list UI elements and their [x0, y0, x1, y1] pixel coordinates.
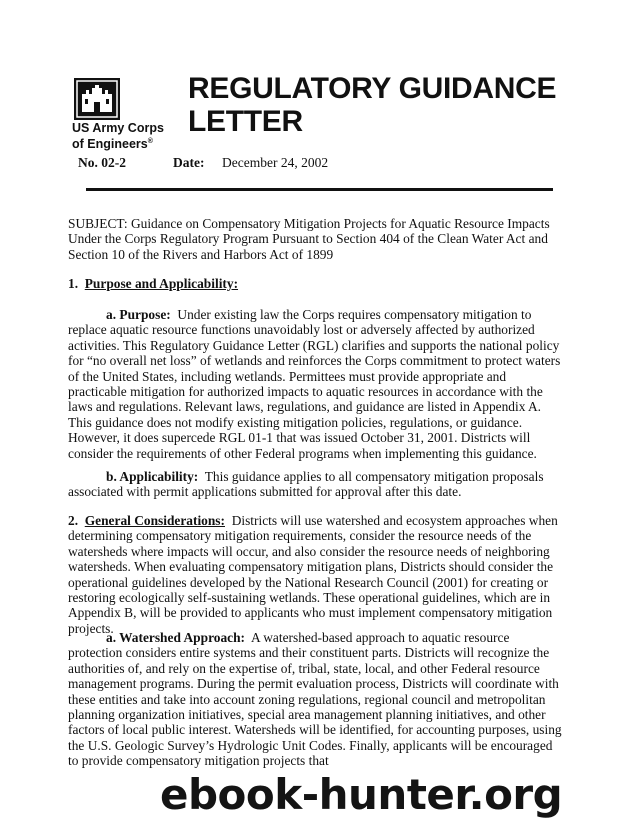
section-2-title: General Considerations:: [84, 513, 225, 528]
general-considerations-text: Districts will use watershed and ecosystem approaches when determining compensatory mitigation requirements, consider the resource needs of the watersheds where impacts will occur, and also consider the resource needs of neighboring watersheds. When evaluating compensatory mitigation plans, Districts should consider the operational guidelines developed by the National Research Council (2001) for creating or restoring ecologically self-sustaining wetlands. These operational guidelines, which are in Appendix B, will be provided to applicants who must implement compensatory mitigation projects.: [68, 513, 558, 636]
purpose-label: a. Purpose:: [106, 307, 171, 322]
subject-paragraph: SUBJECT: Guidance on Compensatory Mitigation Projects for Aquatic Resource Impacts Under the Corps Regulatory Program Pursuant to Section 404 of the Clean Water Act and Section 10 of the Rivers and Harbors Act of 1899: [68, 216, 550, 262]
org-line-2: [72, 135, 164, 151]
castle-logo-icon: [74, 78, 120, 120]
letter-number: No. 02-2: [78, 155, 126, 170]
registered-mark: ®: [147, 138, 153, 145]
org-line-1: US Army Corps: [72, 121, 164, 135]
section-1-heading: [68, 276, 564, 291]
title-line-1: REGULATORY GUIDANCE: [188, 72, 557, 105]
letter-date: December 24, 2002: [222, 155, 329, 170]
organization-name: [72, 121, 164, 151]
purpose-paragraph: [68, 307, 564, 461]
watermark-text: ebook-hunter.org: [160, 770, 563, 819]
general-considerations-paragraph: [68, 513, 564, 636]
section-1-title: Purpose and Applicability:: [84, 276, 239, 291]
purpose-text: Under existing law the Corps requires compensatory mitigation to replace aquatic resource functions unavoidably lost or adversely affected by authorized activities. This Regulatory Guidance Letter (RGL) clarifies and supports the national policy for “no overall net loss” of wetlands and reinforces the Corps commitment to protect waters of the United States, including wetlands. Permittees must provide appropriate and practicable mitigation for authorized impacts to aquatic resources in accordance with the laws and regulations. Relevant laws, regulations, and guidance are listed in Appendix A. This guidance does not modify existing mitigation policies, regulations, or guidance. However, it does supercede RGL 01-1 that was issued October 31, 2001. Districts will consider the requirements of other Federal programs when implementing this guidance.: [68, 307, 561, 461]
document-title: [188, 72, 556, 138]
applicability-text: This guidance applies to all compensatory mitigation proposals associated with permit applications submitted for approval after this date.: [68, 469, 544, 500]
watershed-text: A watershed-based approach to aquatic resource protection considers entire systems and their constituent parts. Districts will recognize the authorities of, and rely on the expertise of, tribal, state, local, and other Federal resource management programs. During the permit evaluation process, Districts will coordinate with these entities and take into account zoning regulations, regional council and metropolitan planning organization initiatives, special area management planning initiatives, and other factors of local public interest. Watersheds will be identified, for accounting purposes, using the U.S. Geologic Survey’s Hydrologic Unit Codes. Finally, applicants will be encouraged to provide compensatory mitigation projects that: [68, 630, 562, 769]
title-line-2: LETTER: [188, 105, 303, 138]
applicability-paragraph: [68, 469, 564, 500]
applicability-label: b. Applicability:: [106, 469, 199, 484]
watershed-label: a. Watershed Approach:: [106, 630, 246, 645]
section-2-number: 2.: [68, 513, 79, 528]
org-line-2-text: of Engineers: [72, 137, 148, 152]
date-label: Date:: [173, 155, 205, 170]
watershed-paragraph: [68, 630, 564, 769]
section-1-number: 1.: [68, 276, 79, 291]
header-divider: [86, 188, 553, 191]
